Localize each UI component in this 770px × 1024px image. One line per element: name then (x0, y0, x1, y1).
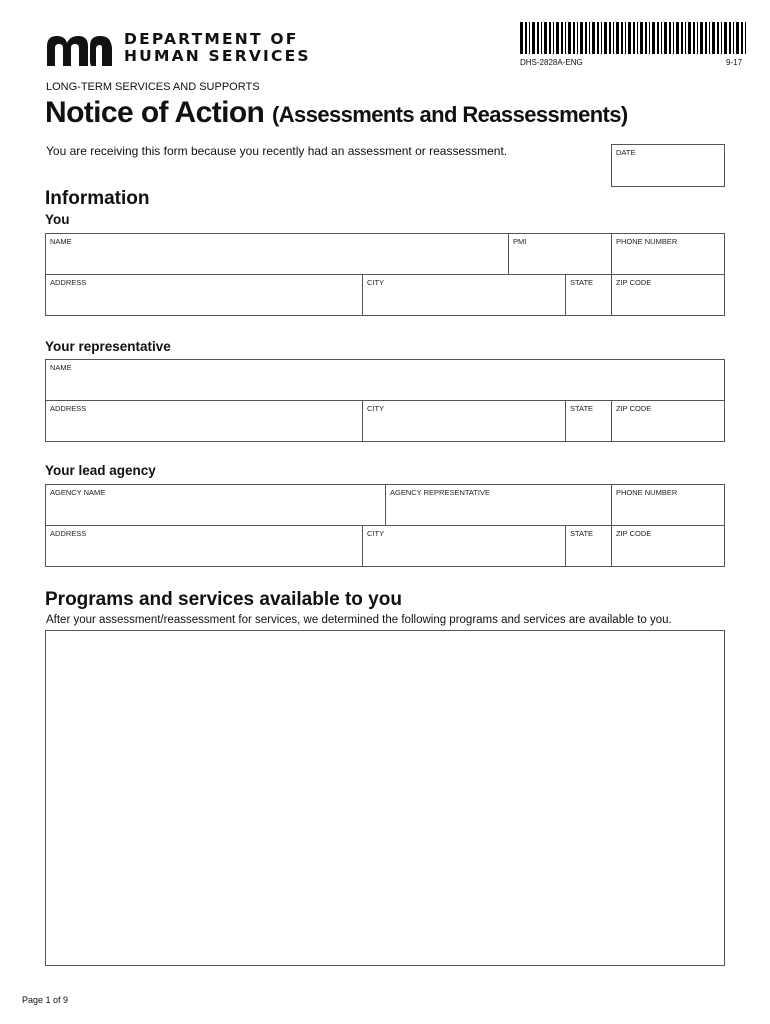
you-pmi-field[interactable] (508, 233, 612, 275)
agency-zip-field[interactable] (611, 525, 725, 567)
agency-state-field[interactable] (565, 525, 612, 567)
rep-state-label: STATE (570, 404, 594, 413)
date-label: DATE (616, 148, 636, 157)
rep-zip-label: ZIP CODE (616, 404, 652, 413)
you-phone-label: PHONE NUMBER (616, 237, 678, 246)
title-main: Notice of Action (45, 96, 265, 129)
date-field[interactable] (611, 144, 725, 187)
you-address-label: ADDRESS (50, 278, 87, 287)
form-number: DHS-2828A-ENG (520, 58, 583, 67)
title-sub: (Assessments and Reassessments) (272, 102, 628, 127)
you-name-field[interactable] (45, 233, 509, 275)
revision-date: 9-17 (726, 58, 743, 67)
agency-name-field[interactable] (45, 484, 386, 526)
agency-zip-label: ZIP CODE (616, 529, 652, 538)
intro-text: You are receiving this form because you recently had an assessment or reassessment. (46, 144, 508, 158)
you-state-label: STATE (570, 278, 594, 287)
agency-rep-label: AGENCY REPRESENTATIVE (390, 488, 491, 497)
representative-heading: Your representative (45, 339, 171, 354)
agency-address-label: ADDRESS (50, 529, 87, 538)
rep-name-label: NAME (50, 363, 72, 372)
rep-address-label: ADDRESS (50, 404, 87, 413)
lead-agency-heading: Your lead agency (45, 463, 156, 478)
agency-phone-label: PHONE NUMBER (616, 488, 678, 497)
rep-zip-field[interactable] (611, 400, 725, 442)
you-state-field[interactable] (565, 274, 612, 316)
department-line-1: DEPARTMENT OF (124, 30, 299, 48)
information-heading: Information (45, 188, 150, 209)
department-line-2: HUMAN SERVICES (124, 47, 311, 65)
programs-note: After your assessment/reassessment for services, we determined the following programs and services are available to you. (46, 614, 672, 626)
agency-state-label: STATE (570, 529, 594, 538)
you-name-label: NAME (50, 237, 72, 246)
rep-name-field[interactable] (45, 359, 725, 401)
you-heading: You (45, 212, 70, 227)
page-title (45, 96, 628, 130)
agency-city-label: CITY (367, 529, 385, 538)
you-zip-label: ZIP CODE (616, 278, 652, 287)
department-name (124, 31, 311, 65)
program-name: LONG-TERM SERVICES AND SUPPORTS (46, 81, 260, 93)
page-number: Page 1 of 9 (22, 995, 69, 1005)
rep-city-field[interactable] (362, 400, 566, 442)
you-phone-field[interactable] (611, 233, 725, 275)
agency-name-label: AGENCY NAME (50, 488, 106, 497)
you-city-label: CITY (367, 278, 385, 287)
agency-address-field[interactable] (45, 525, 363, 567)
programs-heading: Programs and services available to you (45, 589, 402, 610)
agency-city-field[interactable] (362, 525, 566, 567)
you-address-field[interactable] (45, 274, 363, 316)
you-city-field[interactable] (362, 274, 566, 316)
you-pmi-label: PMI (513, 237, 527, 246)
agency-rep-field[interactable] (385, 484, 612, 526)
rep-city-label: CITY (367, 404, 385, 413)
barcode-icon (520, 22, 748, 54)
you-zip-field[interactable] (611, 274, 725, 316)
programs-textarea[interactable] (45, 630, 725, 966)
agency-phone-field[interactable] (611, 484, 725, 526)
rep-state-field[interactable] (565, 400, 612, 442)
rep-address-field[interactable] (45, 400, 363, 442)
